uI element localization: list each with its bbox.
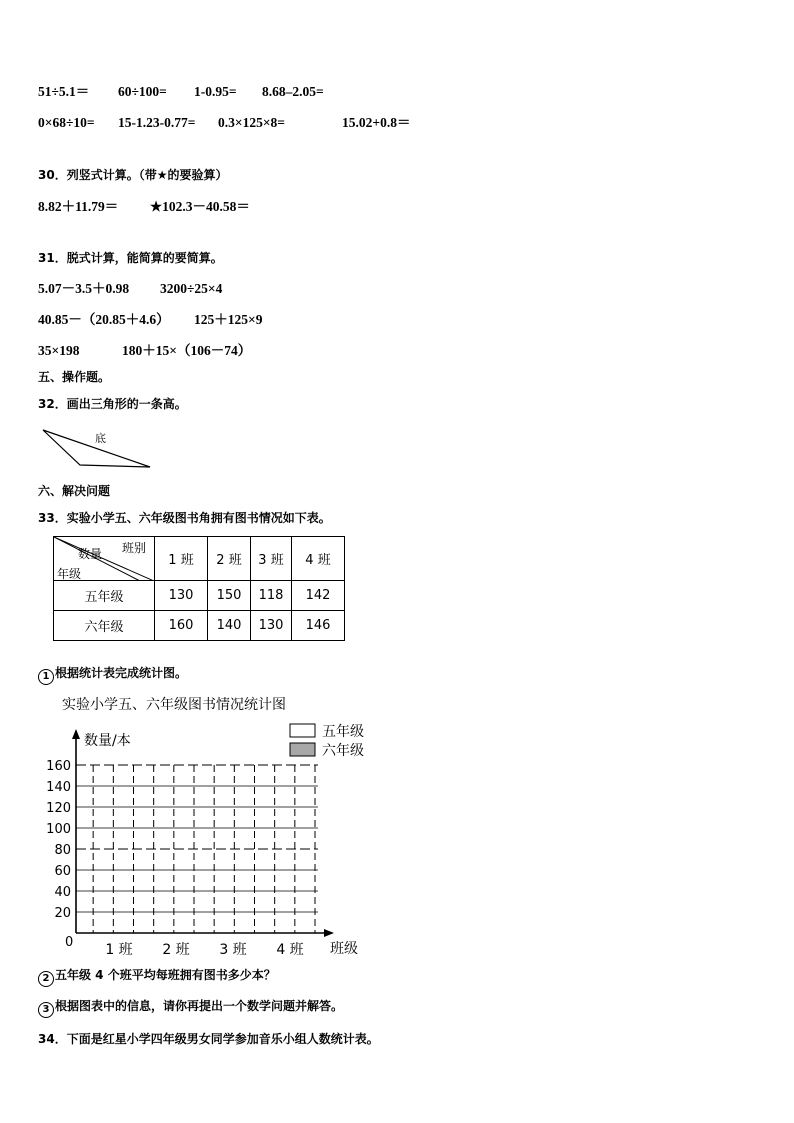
x-tick-label: 2 班 bbox=[162, 942, 190, 958]
legend-label-sixth: 六年级 bbox=[322, 743, 364, 759]
table-cell: 130 bbox=[251, 611, 292, 641]
q34-title: 34．下面是红星小学四年级男女同学参加音乐小组人数统计表。 bbox=[38, 1032, 379, 1046]
header-class: 班别 bbox=[122, 541, 147, 555]
q31-item: 35×198 bbox=[38, 343, 80, 358]
circled-number: 3 bbox=[38, 1002, 54, 1018]
y-tick-label: 40 bbox=[54, 885, 71, 900]
calc-item: 0×68÷10= bbox=[38, 115, 95, 130]
y-tick-label: 140 bbox=[46, 780, 71, 795]
x-axis-label: 班级 bbox=[330, 941, 358, 957]
q31-item: 180＋15×（106－74） bbox=[122, 343, 252, 358]
table-cell: 146 bbox=[292, 611, 345, 641]
table-cell: 140 bbox=[208, 611, 251, 641]
y-tick-label: 120 bbox=[46, 801, 71, 816]
header-grade: 年级 bbox=[57, 567, 82, 581]
calc-item: 1-0.95= bbox=[194, 84, 237, 99]
q31-item: 5.07－3.5＋0.98 bbox=[38, 281, 130, 296]
y-tick-label: 100 bbox=[46, 822, 71, 837]
legend-swatch-sixth bbox=[290, 743, 315, 756]
y-tick-label: 60 bbox=[54, 864, 71, 879]
section-heading: 五、操作题。 bbox=[38, 370, 111, 384]
header-qty: 数量 bbox=[78, 547, 103, 561]
q30-title: 30．列竖式计算。（带★的要验算） bbox=[38, 168, 228, 182]
x-tick-label: 1 班 bbox=[105, 942, 133, 958]
q31-item: 125＋125×9 bbox=[194, 312, 263, 327]
circled-number: 1 bbox=[38, 669, 54, 685]
q31-item: 3200÷25×4 bbox=[160, 281, 223, 296]
x-tick-label: 4 班 bbox=[276, 942, 304, 958]
calc-item: 0.3×125×8= bbox=[218, 115, 285, 130]
calc-item: 15-1.23-0.77= bbox=[118, 115, 196, 130]
q33-sub3 bbox=[38, 998, 343, 1018]
calc-item: 15.02+0.8＝ bbox=[342, 115, 411, 130]
q33-sub3-text: 根据图表中的信息，请你再提出一个数学问题并解答。 bbox=[55, 999, 344, 1013]
table-cell: 150 bbox=[208, 581, 251, 611]
x-tick-label: 3 班 bbox=[219, 942, 247, 958]
triangle-figure bbox=[38, 424, 158, 474]
table-cell: 142 bbox=[292, 581, 345, 611]
origin-label: 0 bbox=[65, 935, 74, 950]
table-header-cell: 4 班 bbox=[292, 537, 345, 581]
y-tick-label: 160 bbox=[46, 759, 71, 774]
table-cell: 160 bbox=[155, 611, 208, 641]
table-header-cell: 3 班 bbox=[251, 537, 292, 581]
bar-chart bbox=[40, 715, 390, 965]
legend-label-fifth: 五年级 bbox=[322, 724, 364, 740]
y-tick-label: 20 bbox=[54, 906, 71, 921]
table-header-cell: 2 班 bbox=[208, 537, 251, 581]
q33-sub2-text: 五年级 4 个班平均每班拥有图书多少本？ bbox=[55, 968, 276, 982]
table-diagonal-header bbox=[54, 537, 155, 581]
circled-number: 2 bbox=[38, 971, 54, 987]
q32-title: 32．画出三角形的一条高。 bbox=[38, 397, 187, 411]
section-heading: 六、解决问题 bbox=[38, 484, 111, 498]
table-cell: 118 bbox=[251, 581, 292, 611]
y-axis-arrow bbox=[72, 729, 80, 739]
q31-item: 40.85－（20.85＋4.6） bbox=[38, 312, 170, 327]
q30-item: ★102.3－40.58＝ bbox=[150, 199, 250, 214]
base-label: 底 bbox=[95, 432, 106, 445]
q30-item: 8.82＋11.79＝ bbox=[38, 199, 119, 214]
table-row-label: 六年级 bbox=[54, 611, 155, 641]
chart-title: 实验小学五、六年级图书情况统计图 bbox=[62, 697, 286, 713]
calc-item: 60÷100= bbox=[118, 84, 167, 99]
q33-sub2 bbox=[38, 967, 276, 987]
x-axis-arrow bbox=[324, 929, 334, 937]
y-axis-label: 数量/本 bbox=[84, 733, 131, 749]
q33-sub1 bbox=[38, 665, 187, 685]
table-cell: 130 bbox=[155, 581, 208, 611]
table-row-label: 五年级 bbox=[54, 581, 155, 611]
calc-item: 8.68–2.05= bbox=[262, 84, 324, 99]
q33-title: 33．实验小学五、六年级图书角拥有图书情况如下表。 bbox=[38, 511, 331, 525]
q31-title: 31．脱式计算，能简算的要简算。 bbox=[38, 251, 223, 265]
table-header-cell: 1 班 bbox=[155, 537, 208, 581]
q33-sub1-text: 根据统计表完成统计图。 bbox=[55, 666, 188, 680]
book-table bbox=[53, 536, 345, 641]
legend-swatch-fifth bbox=[290, 724, 315, 737]
y-tick-label: 80 bbox=[54, 843, 71, 858]
calc-item: 51÷5.1＝ bbox=[38, 84, 90, 99]
